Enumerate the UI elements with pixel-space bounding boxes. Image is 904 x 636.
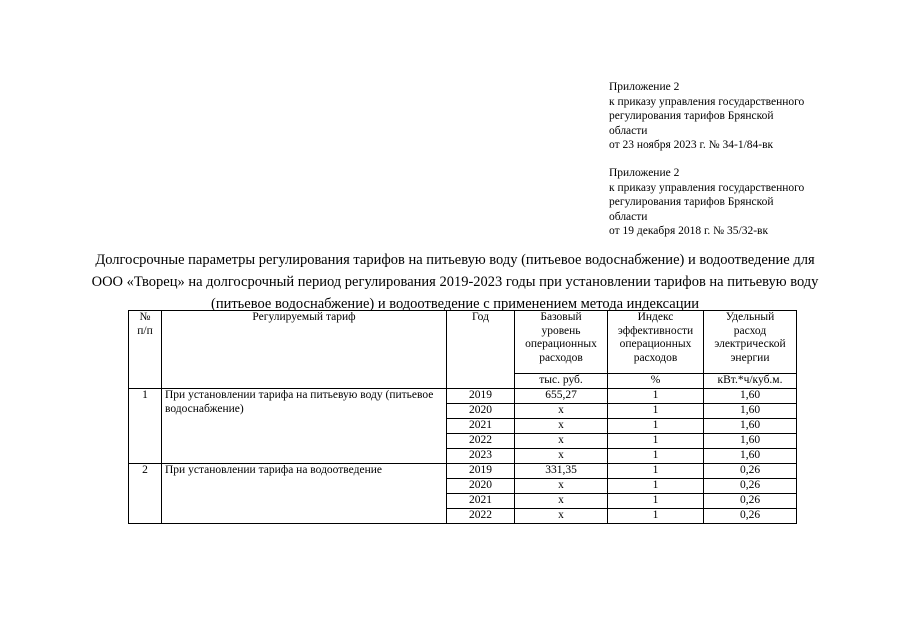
row-number: 2: [129, 464, 162, 524]
efficiency-index-cell: 1: [608, 419, 704, 434]
title-line: (питьевое водоснабжение) и водоотведение с применением метода индексации: [210, 296, 699, 312]
tariff-name: При установлении тарифа на водоотведение: [162, 464, 447, 524]
table-header-row: [129, 311, 797, 374]
year-cell: 2022: [447, 434, 515, 449]
appendix-line: регулирования тарифов Брянской: [609, 196, 774, 208]
appendix-line: Приложение 2: [609, 81, 680, 93]
table-row: [129, 389, 797, 404]
appendix-line: к приказу управления государственного: [609, 95, 805, 108]
specific-energy-cell: 1,60: [704, 419, 797, 434]
header-base-level: Базовый уровень операционных расходов: [515, 311, 608, 374]
specific-energy-cell: 0,26: [704, 509, 797, 524]
specific-energy-cell: 1,60: [704, 404, 797, 419]
title-line: Долгосрочные параметры регулирования тарифов на питьевую воду (питьевое водоснабжение) и водоотведение для: [95, 252, 815, 268]
specific-energy-cell: 0,26: [704, 494, 797, 509]
unit-index: %: [608, 374, 704, 389]
efficiency-index-cell: 1: [608, 509, 704, 524]
unit-specific: кВт.*ч/куб.м.: [704, 374, 797, 389]
header-efficiency-index: Индекс эффективности операционных расходов: [608, 311, 704, 374]
base-level-cell: х: [515, 404, 608, 419]
specific-energy-cell: 1,60: [704, 389, 797, 404]
document-title: [60, 249, 850, 315]
appendix-line: области: [609, 210, 648, 223]
table-row: [129, 464, 797, 479]
unit-base: тыс. руб.: [515, 374, 608, 389]
appendix-line: от 23 ноября 2023 г. № 34-1/84-вк: [609, 139, 774, 151]
efficiency-index-cell: 1: [608, 389, 704, 404]
title-line: ООО «Творец» на долгосрочный период регулирования 2019-2023 годы при установлении тарифов на питьевую воду: [91, 274, 819, 290]
appendix-line: области: [609, 124, 648, 137]
year-cell: 2021: [447, 494, 515, 509]
appendix-line: Приложение 2: [609, 167, 680, 179]
appendix-line: от 19 декабря 2018 г. № 35/32-вк: [609, 225, 769, 237]
efficiency-index-cell: 1: [608, 464, 704, 479]
base-level-cell: 655,27: [515, 389, 608, 404]
year-cell: 2022: [447, 509, 515, 524]
efficiency-index-cell: 1: [608, 449, 704, 464]
header-year: Год: [447, 311, 515, 389]
appendix-note-current: [609, 80, 869, 153]
year-cell: 2019: [447, 389, 515, 404]
specific-energy-cell: 1,60: [704, 434, 797, 449]
base-level-cell: х: [515, 449, 608, 464]
year-cell: 2019: [447, 464, 515, 479]
header-specific-energy: Удельный расход электрической энергии: [704, 311, 797, 374]
header-tariff: Регулируемый тариф: [162, 311, 447, 389]
base-level-cell: 331,35: [515, 464, 608, 479]
appendix-note-original: [609, 166, 869, 239]
appendix-line: к приказу управления государственного: [609, 181, 805, 194]
efficiency-index-cell: 1: [608, 494, 704, 509]
tariff-parameters-table: [128, 310, 797, 524]
base-level-cell: х: [515, 419, 608, 434]
base-level-cell: х: [515, 479, 608, 494]
efficiency-index-cell: 1: [608, 479, 704, 494]
base-level-cell: х: [515, 434, 608, 449]
row-number: 1: [129, 389, 162, 464]
header-num: № п/п: [129, 311, 162, 389]
year-cell: 2020: [447, 404, 515, 419]
specific-energy-cell: 1,60: [704, 449, 797, 464]
year-cell: 2020: [447, 479, 515, 494]
year-cell: 2021: [447, 419, 515, 434]
efficiency-index-cell: 1: [608, 404, 704, 419]
base-level-cell: х: [515, 494, 608, 509]
appendix-line: регулирования тарифов Брянской: [609, 110, 774, 122]
base-level-cell: х: [515, 509, 608, 524]
efficiency-index-cell: 1: [608, 434, 704, 449]
specific-energy-cell: 0,26: [704, 464, 797, 479]
year-cell: 2023: [447, 449, 515, 464]
tariff-name: При установлении тарифа на питьевую воду (питьевое водоснабжение): [162, 389, 447, 464]
specific-energy-cell: 0,26: [704, 479, 797, 494]
